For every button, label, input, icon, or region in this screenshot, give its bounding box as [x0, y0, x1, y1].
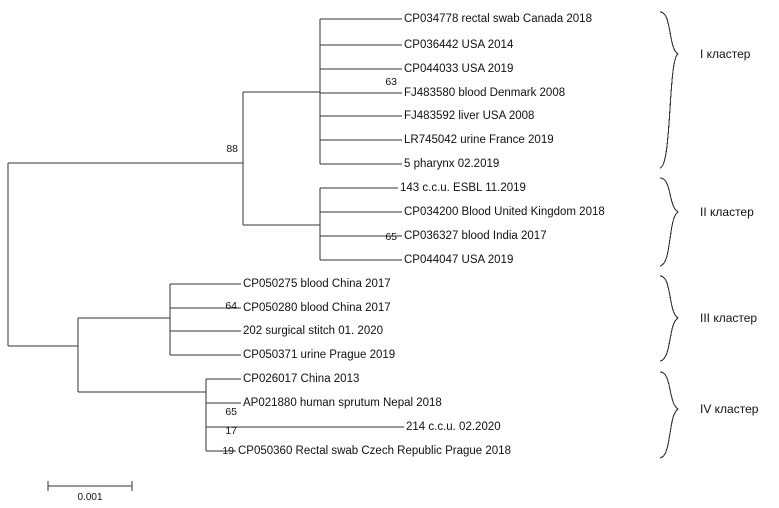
scale-bar-label: 0.001 — [77, 492, 103, 503]
leaf-label: 5 pharynx 02.2019 — [404, 158, 500, 170]
bootstrap-value: 65 — [225, 406, 237, 418]
leaf-label: CP044033 USA 2019 — [404, 63, 514, 75]
leaf-label: 202 surgical stitch 01. 2020 — [243, 325, 384, 337]
leaf-label: CP036442 USA 2014 — [404, 39, 514, 51]
bootstrap-value: 64 — [225, 300, 237, 312]
cluster-label-2: II кластер — [700, 205, 754, 219]
leaf-label: CP044047 USA 2019 — [404, 254, 514, 266]
leaf-label: LR745042 urine France 2019 — [404, 134, 554, 146]
cluster-label-1: I кластер — [700, 47, 751, 61]
leaf-label: CP026017 China 2013 — [243, 373, 360, 385]
bootstrap-value: 17 — [225, 425, 237, 437]
bootstrap-value: 88 — [226, 143, 238, 155]
cluster-label-4: IV кластер — [700, 402, 759, 416]
leaf-label: CP034200 Blood United Kingdom 2018 — [404, 206, 605, 218]
leaf-label: CP034778 rectal swab Canada 2018 — [404, 13, 592, 25]
leaf-label: CP050280 blood China 2017 — [243, 302, 391, 314]
leaf-label: 214 c.c.u. 02.2020 — [406, 421, 501, 433]
leaf-label: 143 c.c.u. ESBL 11.2019 — [400, 182, 526, 194]
bootstrap-value: 65 — [385, 231, 397, 243]
leaf-label: AP021880 human sprutum Nepal 2018 — [243, 397, 442, 409]
bootstrap-value: 63 — [385, 76, 397, 88]
cluster-label-3: III кластер — [700, 311, 758, 325]
leaf-label: FJ483592 liver USA 2008 — [404, 110, 535, 122]
leaf-label: CP050360 Rectal swab Czech Republic Prague 2018 — [238, 445, 511, 457]
leaf-label: CP036327 blood India 2017 — [404, 230, 547, 242]
leaf-label: CP050275 blood China 2017 — [243, 278, 391, 290]
bootstrap-value: 19 — [222, 445, 234, 457]
leaf-label: FJ483580 blood Denmark 2008 — [404, 87, 566, 99]
leaf-label: CP050371 urine Prague 2019 — [243, 349, 396, 361]
